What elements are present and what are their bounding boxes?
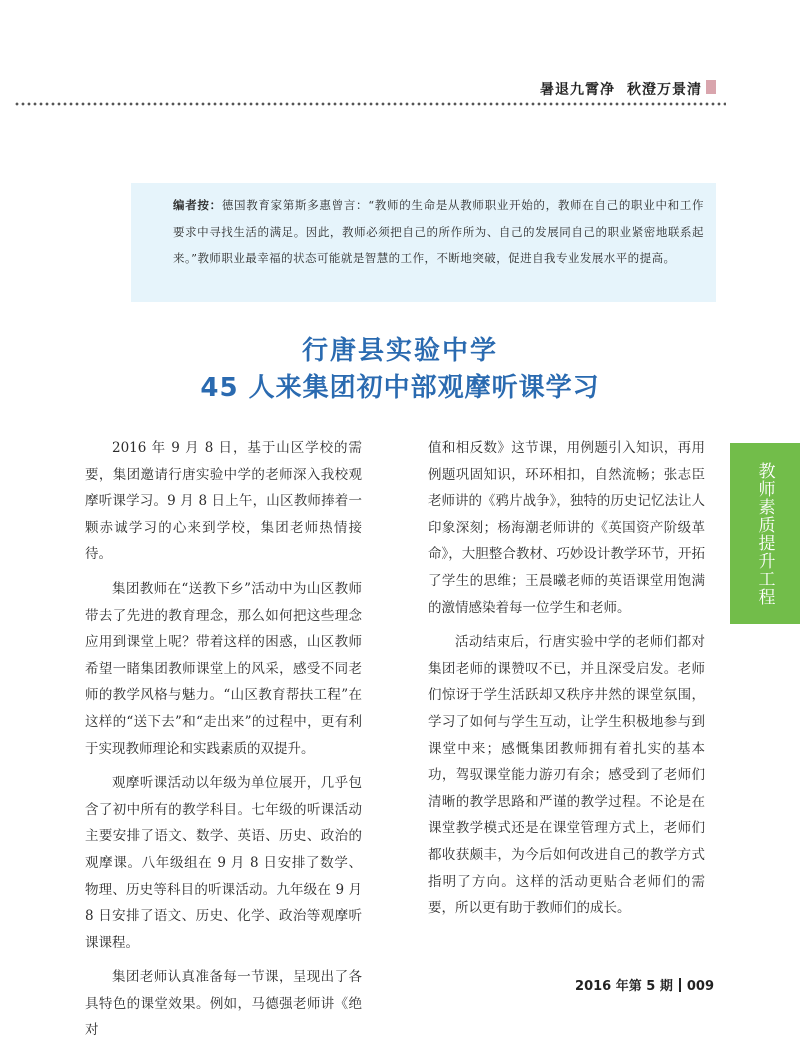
- header-slogan-left: 暑退九霄净: [540, 82, 615, 98]
- paragraph-continued: 值和相反数》这节课，用例题引入知识，再用例题巩固知识，环环相扣，自然流畅；张志臣老师讲的《鸦片战争》，独特的历史记忆法让人印象深刻；杨海潮老师讲的《英国资产阶级革命》，大胆整合教材、巧妙设计教学环节，开拓了学生的思维；王晨曦老师的英语课堂用饱满的激情感染着每一位学生和老师。: [428, 440, 705, 616]
- header-dotted-divider: [14, 101, 726, 107]
- issue-label: 2016 年第 5 期: [575, 979, 673, 994]
- editor-note-box: [131, 183, 716, 302]
- page-footer: [575, 975, 714, 994]
- paragraph: 集团老师认真准备每一节课，呈现出了各具特色的课堂效果。例如，马德强老师讲《绝对: [85, 969, 362, 1039]
- paragraph: 观摩听课活动以年级为单位展开，几乎包含了初中所有的教学科目。七年级的听课活动主要安排了语文、数学、英语、历史、政治的观摩课。八年级组在 9 月 8 日安排了数学、物理、历史等科目的听课活动。九年级在 9 月 8 日安排了语文、历史、化学、政治等观摩听课课程。: [85, 775, 362, 951]
- page-number: 009: [686, 979, 714, 994]
- section-side-tab: 教师素质提升工程: [730, 443, 800, 624]
- header-slogan: [540, 79, 702, 99]
- article-title: [0, 334, 800, 405]
- article-title-line2: 45 人来集团初中部观摩听课学习: [200, 373, 600, 403]
- paragraph: 2016 年 9 月 8 日，基于山区学校的需要，集团邀请行唐实验中学的老师深入我校观摩听课学习。9 月 8 日上午，山区教师捧着一颗赤诚学习的心来到学校，集团老师热情接待。: [85, 440, 362, 563]
- article-column-left: [85, 435, 362, 1052]
- paragraph: 集团教师在“送教下乡”活动中为山区教师带去了先进的教育理念，那么如何把这些理念应用到课堂上呢？带着这样的困惑，山区教师希望一睹集团教师课堂上的风采，感受不同老师的教学风格与魅力。“山区教育帮扶工程”在这样的“送下去”和“走出来”的过程中，更有利于实现教师理论和实践素质的双提升。: [85, 580, 362, 757]
- paragraph: 活动结束后，行唐实验中学的老师们都对集团老师的课赞叹不已，并且深受启发。老师们惊讶于学生活跃却又秩序井然的课堂氛围，学习了如何与学生互动，让学生积极地参与到课堂中来；感慨集团教师拥有着扎实的基本功，驾驭课堂能力游刃有余；感受到了老师们清晰的教学思路和严谨的教学过程。不论是在课堂教学模式还是在课堂管理方式上，老师们都收获颇丰，为今后如何改进自己的教学方式指明了方向。这样的活动更贴合老师们的需要，所以更有助于教师们的成长。: [428, 634, 705, 917]
- footer-separator: [679, 978, 681, 992]
- editor-note-label: 编者按：: [173, 198, 222, 212]
- editor-note-text: 德国教育家第斯多惠曾言：“教师的生命是从教师职业开始的，教师在自己的职业中和工作要求中寻找生活的满足。因此，教师必须把自己的所作所为、自己的发展同自己的职业紧密地联系起来。”教师职业最幸福的状态可能就是智慧的工作，不断地突破，促进自我专业发展水平的提高。: [173, 198, 704, 265]
- article-column-right: [428, 435, 705, 930]
- article-title-line1: 行唐县实验中学: [301, 336, 498, 366]
- header-color-mark: [706, 80, 716, 94]
- header-slogan-right: 秋澄万景清: [627, 82, 702, 98]
